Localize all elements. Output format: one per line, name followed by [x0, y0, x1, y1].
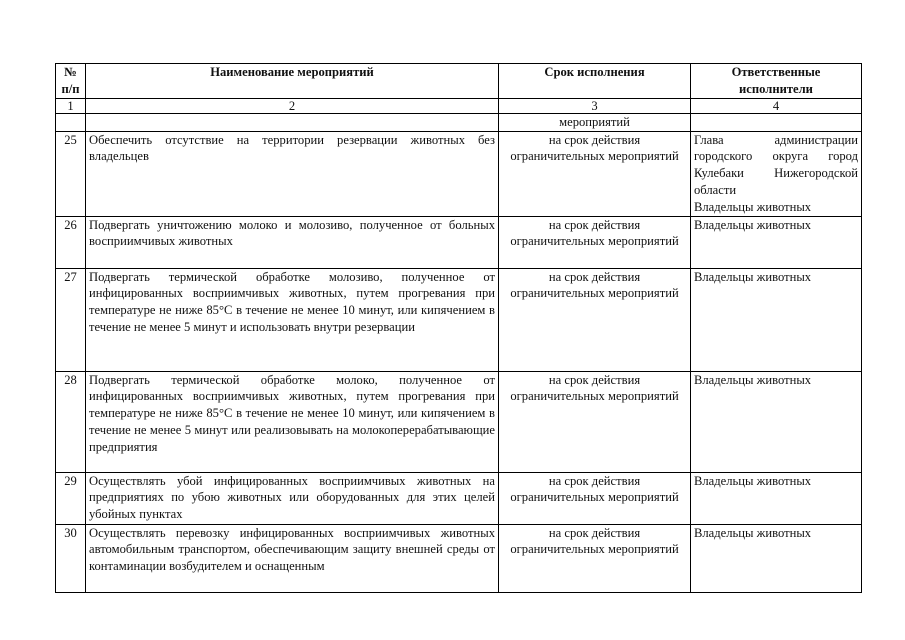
responsible-secondary: Владельцы животных: [694, 199, 812, 214]
cell-responsible: [691, 113, 862, 131]
cell-description: [86, 113, 499, 131]
cell-responsible: [691, 131, 862, 216]
table-row: [56, 216, 862, 268]
continuation-row: [56, 113, 862, 131]
cell-responsible: Владельцы животных: [691, 524, 862, 592]
table-row: [56, 472, 862, 524]
cell-term: на срок действия ограничительных мероприятий: [499, 131, 691, 216]
cell-responsible: Владельцы животных: [691, 216, 862, 268]
cell-responsible: Владельцы животных: [691, 472, 862, 524]
measures-table: [55, 63, 862, 593]
column-index: 1: [56, 98, 86, 113]
cell-term: на срок действия ограничительных мероприятий: [499, 524, 691, 592]
cell-description: Подвергать термической обработке молозиво, полученное от инфицированных восприимчивых животных, путем прогревания при температуре не ниже 85°С в течение не менее 10 минут, или кипячением в течение не менее 5 минут и использовать внутри резервации: [86, 268, 499, 371]
cell-term: на срок действия ограничительных мероприятий: [499, 268, 691, 371]
cell-term: на срок действия ограничительных мероприятий: [499, 216, 691, 268]
column-index: 2: [86, 98, 499, 113]
cell-responsible: Владельцы животных: [691, 371, 862, 472]
cell-number: 29: [56, 472, 86, 524]
cell-number: 27: [56, 268, 86, 371]
table-row: [56, 131, 862, 216]
cell-term: на срок действия ограничительных мероприятий: [499, 371, 691, 472]
cell-description: Обеспечить отсутствие на территории резервации животных без владельцев: [86, 131, 499, 216]
table-row: [56, 524, 862, 592]
table-row: [56, 268, 862, 371]
header-responsible: Ответственные исполнители: [691, 64, 862, 99]
cell-description: Осуществлять убой инфицированных восприимчивых животных на предприятиях по убою животных или оборудованных для этих целей убойных пунктах: [86, 472, 499, 524]
table-header-row: [56, 64, 862, 99]
document-page: [55, 63, 861, 593]
cell-description: Подвергать термической обработке молоко, полученное от инфицированных восприимчивых животных, путем прогревания при температуре не ниже 85°С в течение не менее 10 минут, или кипячением в течение не менее 5 минут или реализовывать на молокоперерабатывающие предприятия: [86, 371, 499, 472]
column-index-row: [56, 98, 862, 113]
cell-term: на срок действия ограничительных мероприятий: [499, 472, 691, 524]
header-measure-name: Наименование мероприятий: [86, 64, 499, 99]
column-index: 4: [691, 98, 862, 113]
cell-number: 30: [56, 524, 86, 592]
cell-number: [56, 113, 86, 131]
cell-responsible: Владельцы животных: [691, 268, 862, 371]
cell-number: 28: [56, 371, 86, 472]
header-number: № п/п: [56, 64, 86, 99]
cell-description: Осуществлять перевозку инфицированных восприимчивых животных автомобильным транспортом, обеспечивающим защиту внешней среды от контаминации возбудителем и оснащенным: [86, 524, 499, 592]
cell-number: 25: [56, 131, 86, 216]
table-row: [56, 371, 862, 472]
column-index: 3: [499, 98, 691, 113]
cell-description: Подвергать уничтожению молоко и молозиво, полученное от больных восприимчивых животных: [86, 216, 499, 268]
header-term: Срок исполнения: [499, 64, 691, 99]
cell-number: 26: [56, 216, 86, 268]
responsible-primary: Глава администрации городского округа город Кулебаки Нижегородской области: [694, 132, 858, 197]
cell-term: мероприятий: [499, 113, 691, 131]
